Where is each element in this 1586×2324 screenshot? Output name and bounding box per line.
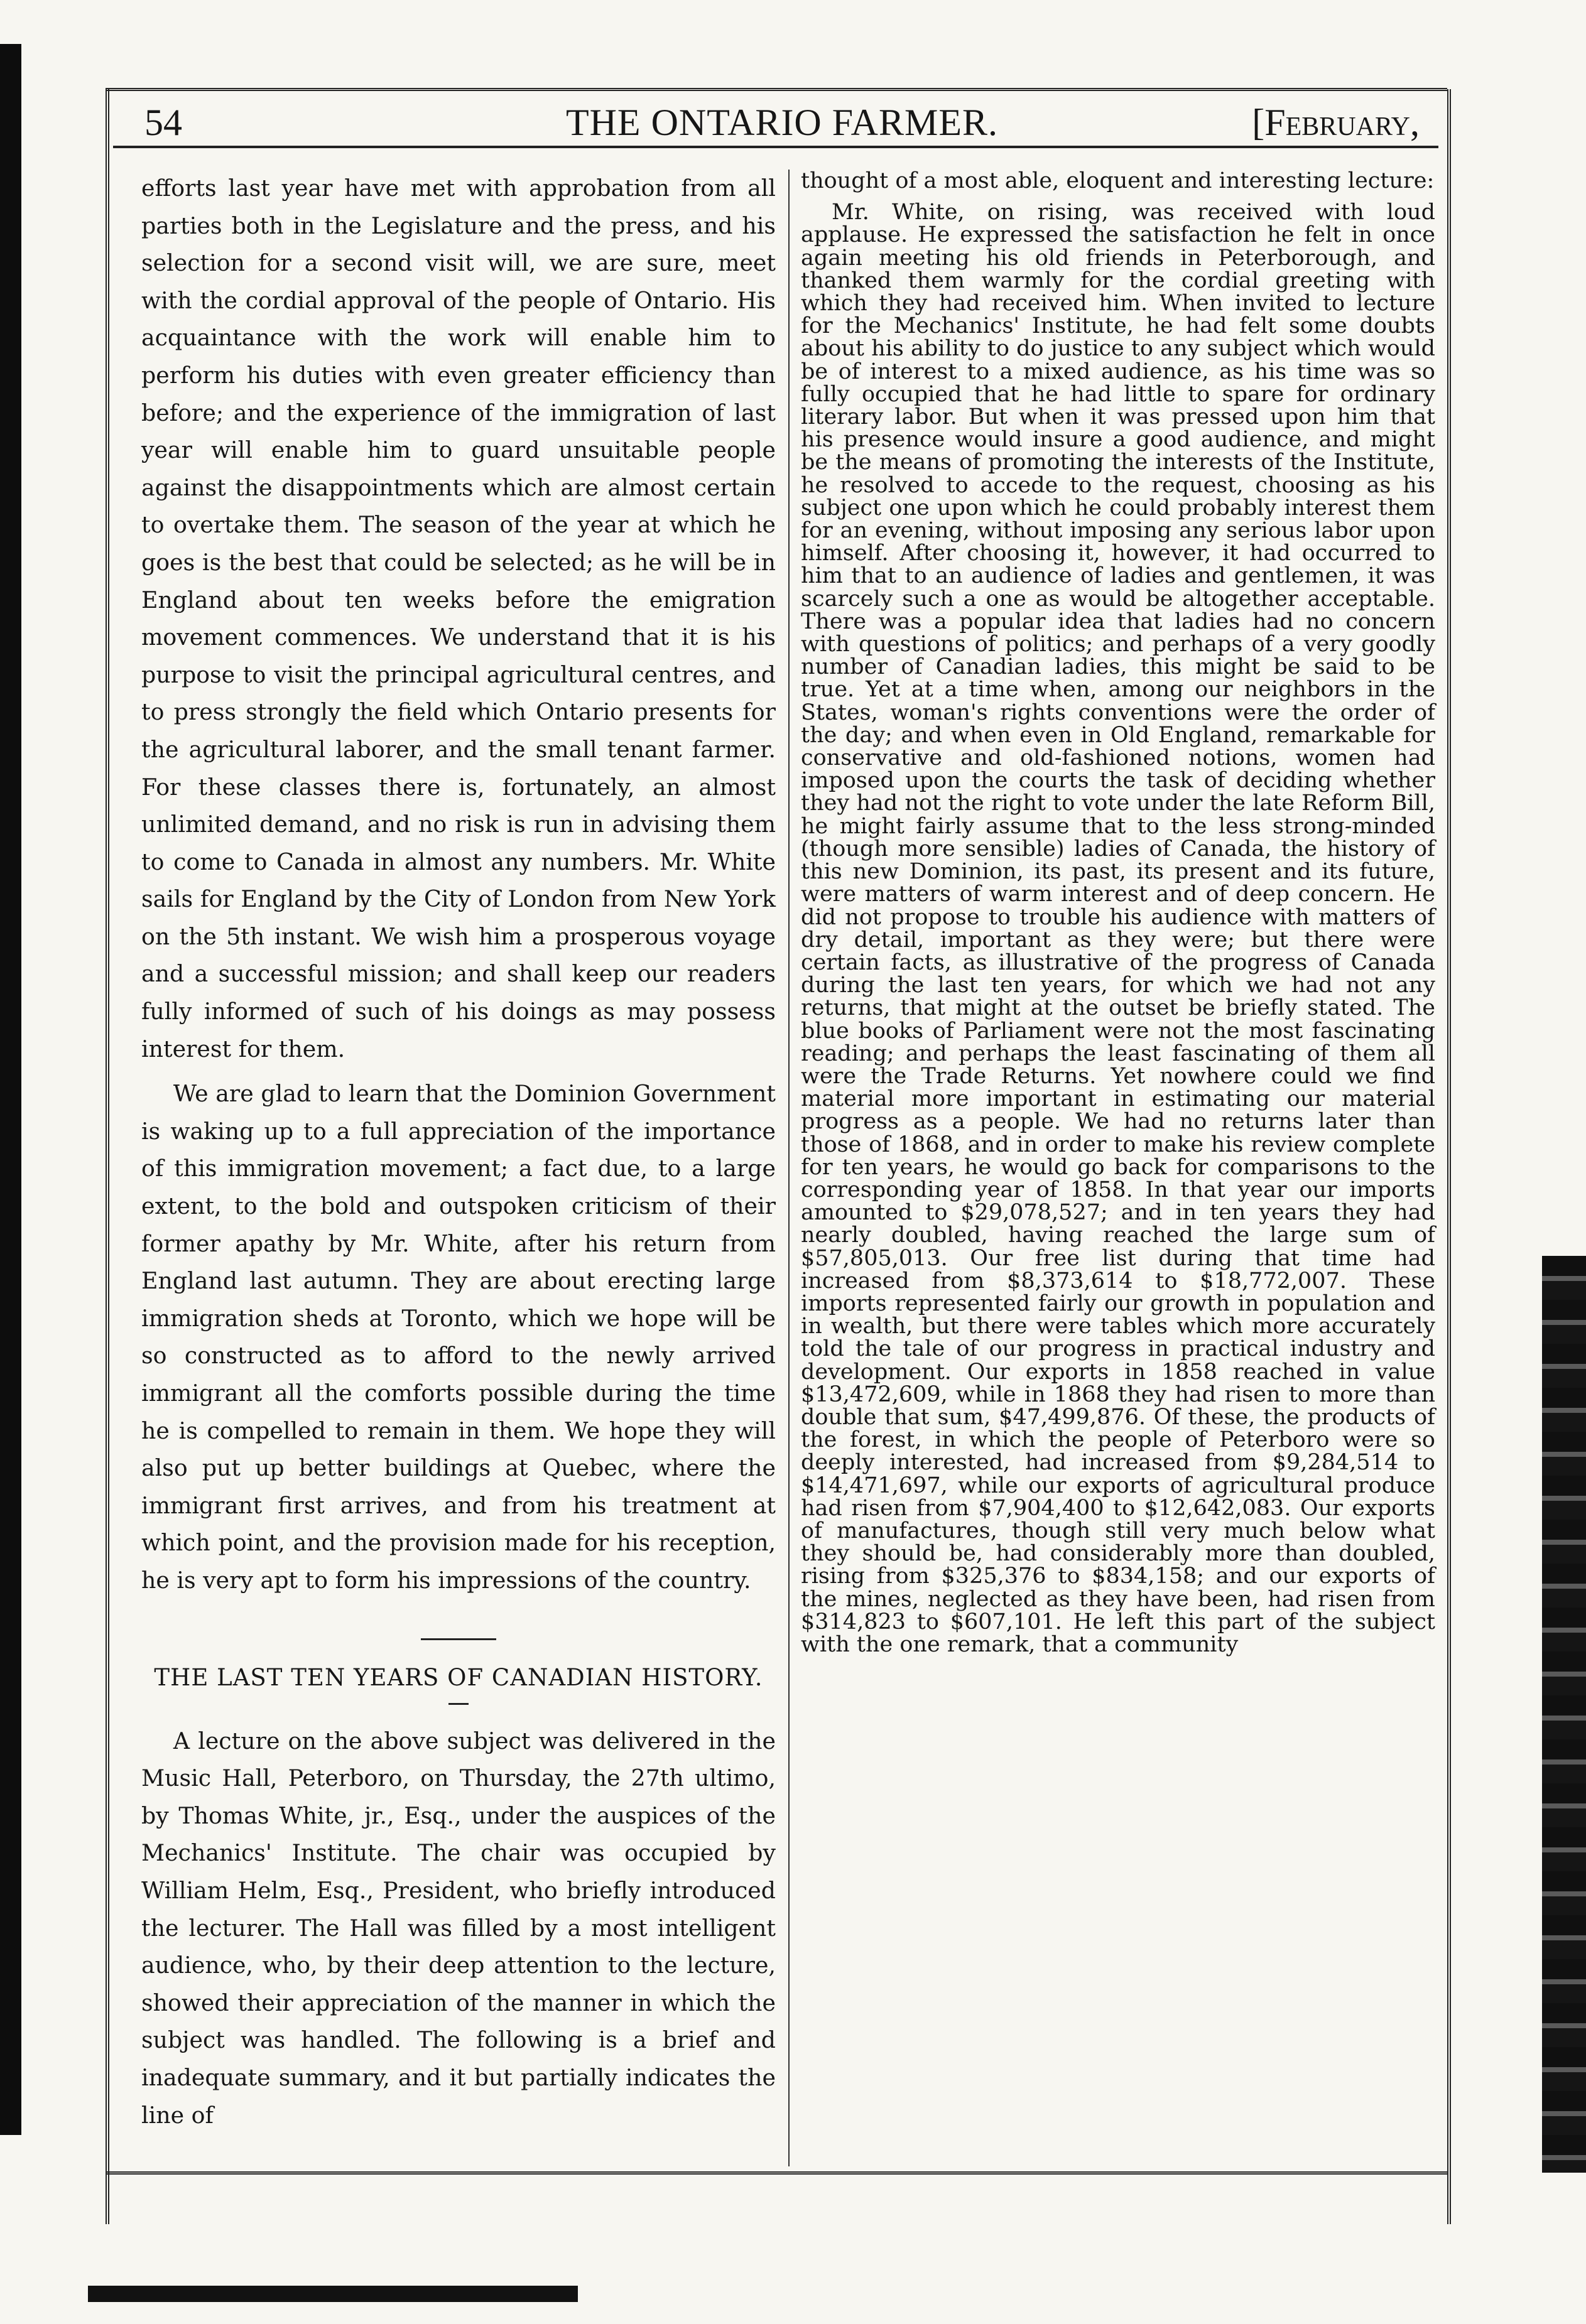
heading-dash [448, 1703, 469, 1705]
section-heading: THE LAST TEN YEARS OF CANADIAN HISTORY. [154, 1663, 763, 1691]
article-paragraph: thought of a most able, eloquent and interesting lecture: [801, 168, 1435, 193]
page-number: 54 [144, 102, 182, 143]
scan-edge-bottom [88, 2286, 578, 2302]
article-paragraph: Mr. White, on rising, was received with loud applause. He expressed the satisfaction he felt in once again meeting his old friends in Peterborough, and thanked them warmly for the cordial greeting with which they had received him. When invited to lecture for the Mechanics' Institute, he had felt some doubts about his ability to do justice to any subject which would be of interest to a mixed audience, as his time was so fully occupied that he had little to spare for ordinary literary labor. But when it was pressed upon him that his presence would insure a good audience, and might be the means of promoting the interests of the Institute, he resolved to accede to the request, choosing as his subject one upon which he could probably interest them for an evening, without imposing any serious labor upon himself. After choosing it, however, it had occurred to him that to an audience of ladies and gentlemen, it was scarcely such a one as would be altogether acceptable. There was a popular idea that ladies had no concern with questions of politics; and perhaps of a very goodly number of Canadian ladies, this might be said to be true. Yet at a time when, among our neighbors in the States, woman's rights conventions were the order of the day; and when even in Old England, remarkable for conservative and old-fashioned notions, women had imposed upon the courts the task of deciding whether they had not the right to vote under the late Reform Bill, he might fairly assume that to the less strong-minded (though more sensible) ladies of Canada, the history of this new Dominion, its past, its present and its future, were matters of warm interest and of deep concern. He did not propose to trouble his audience with matters of dry detail, important as they were; but there were certain facts, as illustrative of the progress of Canada during the last ten years, for which we had not any returns, that might at the outset be briefly stated. The blue books of Parliament were not the most fascinating reading; and perhaps the least fascinating of them all were the Trade Returns. Yet nowhere could we find material more important in estimating our material progress as a people. We had no returns later than those of 1868, and in order to make his review complete for ten years, he would go back for comparisons to the corresponding year of 1858. In that year our imports amounted to $29,078,527; and in ten years they had nearly doubled, having reached the large sum of $57,805,013. Our free list during that time had increased from $8,373,614 to $18,772,007. These imports represented fairly our growth in population and in wealth, but there were tables which more accurately told the tale of our progress in practical industry and development. Our exports in 1858 reached in value $13,472,609, while in 1868 they had risen to more than double that sum, $47,499,876. Of these, the products of the forest, in which the people of Peterboro were so deeply interested, had increased from $9,284,514 to $14,471,697, while our exports of agricultural produce had risen from $7,904,400 to $12,642,083. Our exports of manufactures, though still very much below what they should be, had considerably more than doubled, rising from $325,376 to $834,158; and our exports of the mines, neglected as they have been, had risen from $314,823 to $607,101. He left this part of the subject with the one remark, that a community [801, 200, 1435, 1657]
column-divider [788, 170, 790, 2166]
top-rule [106, 88, 1447, 91]
right-column [801, 170, 1435, 1656]
article-paragraph: We are glad to learn that the Dominion Government is waking up to a full appreciation of the importance of this immigration movement; a fact due, to a large extent, to the bold and outspoken criticism of their former apathy by Mr. White, after his return from England last autumn. They are about erecting large immigration sheds at Toronto, which we hope will be so constructed as to afford to the newly arrived immigrant all the comforts possible during the time he is compelled to remain in them. We hope they will also put up better buildings at Quebec, where the immigrant first arrives, and from his treatment at which point, and the provision made for his reception, he is very apt to form his impressions of the country. [141, 1080, 776, 1594]
article-paragraph: A lecture on the above subject was delivered in the Music Hall, Peterboro, on Thursday, the 27th ultimo, by Thomas White, jr., Esq., under the auspices of the Mechanics' Institute. The chair was occupied by William Helm, Esq., President, who briefly introduced the lecturer. The Hall was filled by a most intelligent audience, who, by their deep attention to the lecture, showed their appreciation of the manner in which the subject was handled. The following is a brief and inadequate summary, and it but partially indicates the line of [141, 1727, 776, 2129]
running-header [144, 100, 1420, 144]
header-rule [113, 146, 1438, 148]
issue-month: [February, [1252, 102, 1420, 143]
left-column [141, 170, 776, 2134]
section-divider [421, 1638, 496, 1640]
scan-edge-right [1542, 1256, 1586, 2173]
bottom-rule [106, 2171, 1447, 2175]
scan-edge-left [0, 44, 21, 2135]
article-paragraph: efforts last year have met with approbation from all parties both in the Legislature and the press, and his selection for a second visit will, we are sure, meet with the cordial approval of the people of Ontario. His acquaintance with the work will enable him to perform his duties with even greater efficiency than before; and the experience of the immigration of last year will enable him to guard unsuitable people against the disappointments which are almost certain to overtake them. The season of the year at which he goes is the best that could be selected; as he will be in England about ten weeks before the emigration movement commences. We understand that it is his purpose to visit the principal agricultural centres, and to press strongly the field which Ontario presents for the agricultural laborer, and the small tenant farmer. For these classes there is, fortunately, an almost unlimited demand, and no risk is run in advising them to come to Canada in almost any numbers. Mr. White sails for England by the City of London from New York on the 5th instant. We wish him a prosperous voyage and a successful mission; and shall keep our readers fully informed of such of his doings as may possess interest for them. [141, 175, 776, 1062]
publication-title: THE ONTARIO FARMER. [565, 102, 999, 143]
